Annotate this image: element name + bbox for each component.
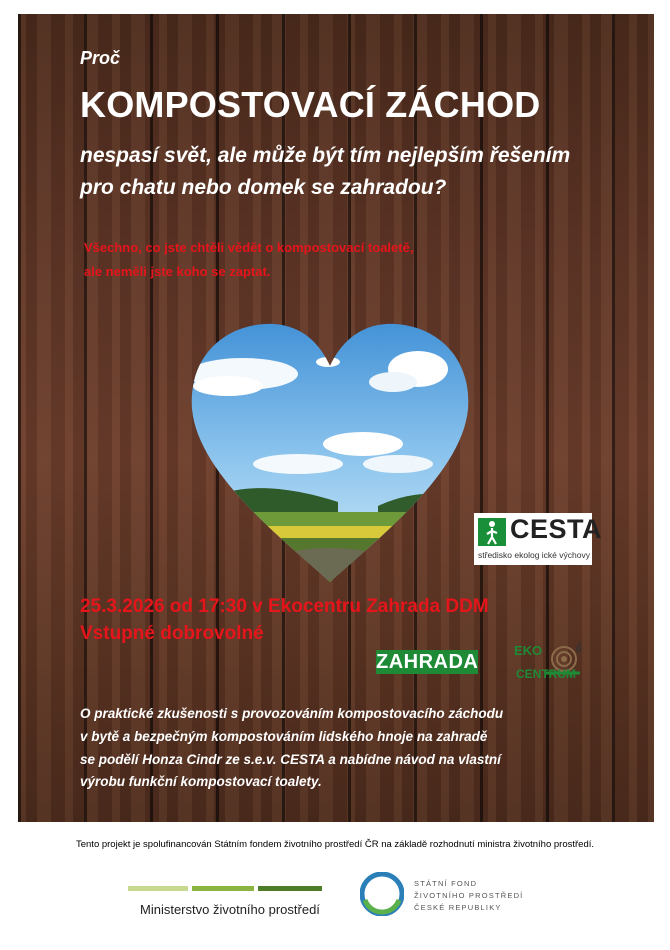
ekocentrum-logo bbox=[480, 637, 600, 685]
poster-title: KOMPOSTOVACÍ ZÁCHOD bbox=[80, 84, 541, 125]
walking-figure-icon bbox=[478, 518, 506, 546]
cesta-logo-subtitle: středisko ekolog ické výchovy bbox=[478, 550, 590, 560]
cesta-logo-name: CESTA bbox=[510, 514, 603, 544]
kicker-text: Proč bbox=[80, 48, 121, 68]
funding-note: Tento projekt je spolufinancován Státním fondem životního prostředí ČR na základě rozhodnutí ministra životního prostředí. bbox=[75, 839, 595, 850]
fund-logo-line-2: ŽIVOTNÍHO PROSTŘEDÍ bbox=[414, 891, 524, 900]
ekocentrum-logo-line-1: EKO bbox=[514, 643, 543, 658]
fund-logo-icon bbox=[360, 872, 404, 916]
zahrada-logo: ZAHRADA bbox=[376, 651, 479, 673]
fund-logo-line-1: STÁTNÍ FOND bbox=[414, 879, 478, 888]
ministry-logo-bars bbox=[128, 886, 322, 891]
description-line-1: O praktické zkušenosti s provozováním kompostovacího záchodu bbox=[80, 706, 504, 721]
ekocentrum-logo-line-2: CENTRUM bbox=[516, 667, 576, 681]
subtitle-line-1: nespasí svět, ale může být tím nejlepším řešením bbox=[80, 144, 571, 167]
poster-background bbox=[18, 14, 654, 822]
event-date-place: 25.3.2026 od 17:30 v Ekocentru Zahrada DDM bbox=[80, 596, 489, 617]
description-line-4: výrobu funkční kompostovací toalety. bbox=[80, 774, 322, 789]
cesta-logo bbox=[474, 513, 603, 565]
intro-line-2: ale neměli jste koho se zaptat. bbox=[84, 264, 271, 279]
ministry-logo-text: Ministerstvo životního prostředí bbox=[140, 902, 320, 917]
description-line-2: v bytě a bezpečným kompostováním lidského hnoje na zahradě bbox=[80, 729, 488, 744]
heart-window-image bbox=[188, 314, 472, 584]
event-admission: Vstupné dobrovolné bbox=[80, 623, 264, 644]
description-line-3: se podělí Honza Cindr ze s.e.v. CESTA a nabídne návod na vlastní bbox=[80, 752, 501, 767]
fund-logo-line-3: ČESKÉ REPUBLIKY bbox=[414, 903, 502, 912]
intro-line-1: Všechno, co jste chtěli vědět o kompostovací toaletě, bbox=[84, 240, 414, 255]
subtitle-line-2: pro chatu nebo domek se zahradou? bbox=[80, 176, 447, 199]
